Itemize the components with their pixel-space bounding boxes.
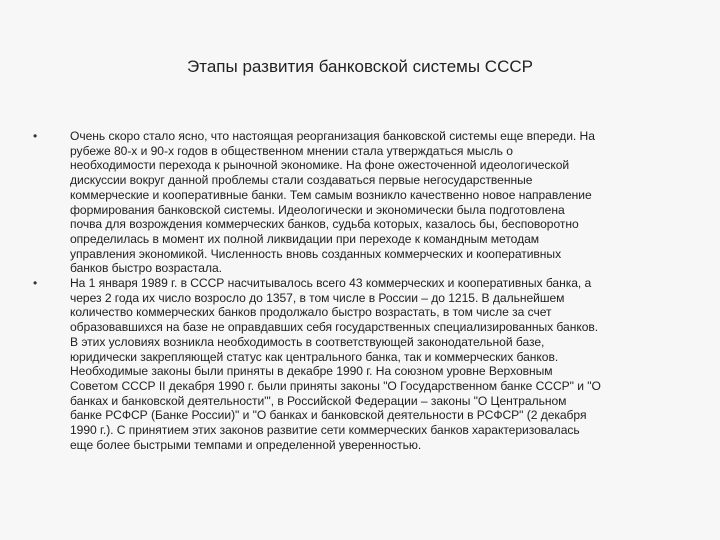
bullet-list (0, 129, 720, 452)
text-line: Советом СССР II декабря 1990 г. были приняты законы "О Государственном банке СССР" и "О (70, 378, 601, 393)
text-line: коммерческие и кооперативные банки. Тем самым возникло качественно новое направление (70, 187, 592, 202)
text-line: еще более быстрыми темпами и определенной уверенностью. (70, 437, 422, 452)
text-line: 1990 г.). С принятием этих законов развитие сети коммерческих банков характеризовалась (70, 423, 580, 438)
text-line: формирования банковской системы. Идеологически и экономически была подготовлена (70, 202, 565, 217)
bullet-paragraph (70, 129, 685, 276)
text-line: образовавшихся на базе не оправдавших себя государственных специализированных банков. (70, 320, 599, 335)
text-line: банках и банковской деятельности"', в Российской Федерации – законы "О Центральном (70, 393, 567, 408)
text-line: дискуссии вокруг данной проблемы стали создаваться первые негосударственные (70, 173, 533, 188)
text-line: юридически закрепляющей статус как центрального банка, так и коммерческих банков. (70, 349, 559, 364)
text-line: через 2 года их число возросло до 1357, в том числе в России – до 1215. В дальнейшем (70, 290, 565, 305)
bullet-item-2 (0, 276, 685, 452)
text-line: На 1 января 1989 г. в СССР насчитывалось всего 43 коммерческих и кооперативных банка, а (70, 276, 592, 291)
text-line: определилась в момент их полной ликвидации при переходе к командным методам (70, 231, 540, 246)
text-line: управления экономикой. Численность вновь созданных коммерческих и кооперативных (70, 246, 562, 261)
text-line: банков быстро возрастала. (70, 261, 222, 276)
text-line: количество коммерческих банков продолжало быстро возрастать, в том числе за счет (70, 305, 552, 320)
text-line: почва для возрождения коммерческих банков, судьба которых, казалось бы, бесповоротно (70, 217, 579, 232)
text-line: Необходимые законы были приняты в декабре 1990 г. На союзном уровне Верховным (70, 364, 553, 379)
slide-title: Этапы развития банковской системы СССР (187, 57, 533, 76)
bullet-item-1 (0, 129, 685, 276)
text-line: необходимости перехода к рыночной экономике. На фоне ожесточенной идеологической (70, 158, 570, 173)
bullet-paragraph (70, 276, 685, 452)
bullet-dot-icon: • (33, 129, 38, 143)
text-line: рубеже 80-х и 90-х годов в общественном мнении стала утверждаться мысль о (70, 143, 513, 158)
text-line: Очень скоро стало ясно, что настоящая реорганизация банковской системы еще впереди. На (70, 129, 595, 143)
bullet-dot-icon: • (33, 276, 38, 291)
text-line: В этих условиях возникла необходимость в соответствующей законодательной базе, (70, 334, 545, 349)
text-line: банке РСФСР (Банке России)" и "О банках и банковской деятельности в РСФСР" (2 декабря (70, 408, 587, 423)
